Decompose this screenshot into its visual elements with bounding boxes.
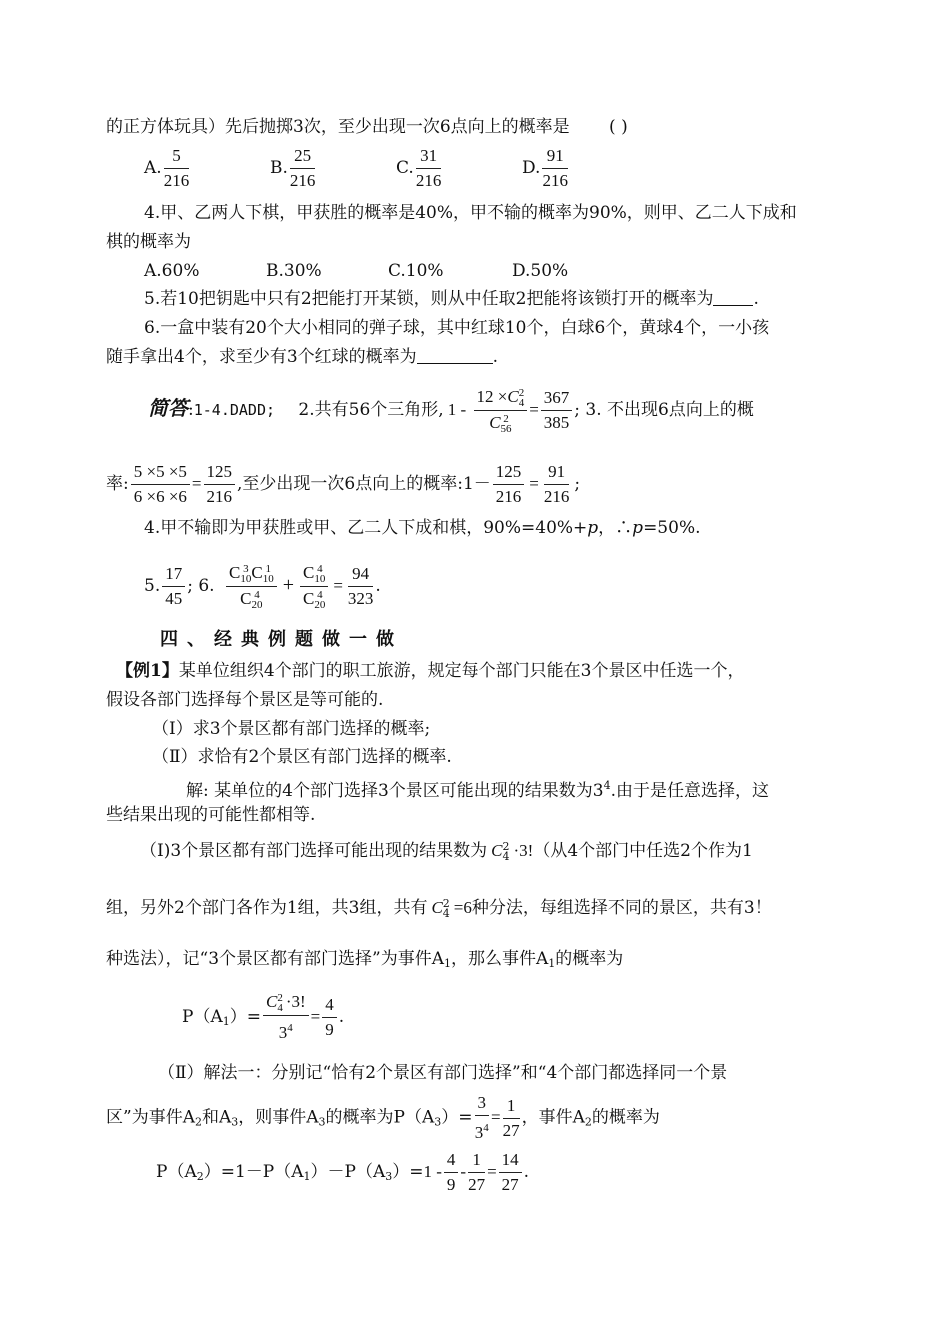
q3-option-c: [396, 146, 522, 191]
one-minus: 1 -: [423, 1162, 442, 1181]
q3-stem: [106, 116, 628, 138]
equals: =: [487, 1162, 497, 1181]
denominator: 216: [289, 171, 316, 190]
equals: =: [191, 474, 202, 493]
comb-sub: 4: [502, 849, 510, 863]
part1-text-3: 组，另外2个部门各作为1组，共3组，共有: [106, 898, 428, 918]
fraction: [164, 146, 190, 191]
answer-3-result: [204, 462, 236, 507]
answer-2-fraction: [474, 387, 528, 434]
prob-text: ）=: [392, 1162, 424, 1182]
denominator: [226, 587, 277, 610]
answer-3-result-2: [544, 462, 570, 507]
answer-6-end: .: [375, 576, 381, 597]
comb-c: C: [431, 898, 443, 917]
numerator: 25: [290, 146, 316, 169]
answers-title: 简答: [148, 396, 188, 421]
part2-line2: [106, 1093, 660, 1143]
answer-3-head: ; 3. 不出现6点向上的概: [574, 400, 754, 421]
denominator: 27: [501, 1175, 519, 1194]
comb-sup: 2: [502, 839, 510, 853]
q4-options: [144, 260, 568, 282]
part1-solution-line2: [106, 893, 772, 923]
comb-c: C: [302, 563, 315, 582]
numerator: 94: [348, 564, 374, 587]
example1-part1: （Ⅰ）求3个景区都有部门选择的概率;: [152, 719, 431, 739]
fraction: [542, 146, 568, 191]
coef: 12 ×: [476, 387, 508, 406]
answer-5-6-line: [144, 563, 381, 610]
part2-text: ）=: [441, 1107, 473, 1128]
part1-text-4: 种分法，每组选择不同的景区，共有3！: [471, 898, 772, 918]
q4-line2: 棋的概率为: [106, 232, 191, 252]
part2-text: 的概率为: [591, 1107, 660, 1128]
comb-indices: [240, 564, 251, 584]
numerator: [300, 563, 328, 587]
fraction: [416, 146, 442, 191]
numerator: 4: [444, 1150, 459, 1173]
comb-sub: 56: [500, 423, 512, 436]
prob-close: ）=: [229, 1007, 261, 1028]
equals: =: [310, 1007, 321, 1027]
fraction: [290, 146, 316, 191]
comb-c: C: [251, 563, 263, 582]
q4-option-c: C.10%: [388, 261, 444, 281]
comb-indices: [501, 414, 512, 434]
base: 3: [474, 1123, 484, 1142]
comb-sup: 4: [254, 589, 260, 602]
part2-text: 和A: [201, 1107, 232, 1128]
answer-2-text: 2.共有56个三角形,: [298, 400, 444, 421]
denominator: 216: [415, 171, 442, 190]
equals: =: [333, 576, 343, 596]
answer-4-text: 4.甲不输即为甲获胜或甲、乙二人下成和棋，90%=40%+: [144, 518, 588, 538]
pa1-formula: [182, 992, 344, 1043]
option-label: B.: [270, 158, 288, 178]
answer-3-fraction: [131, 462, 190, 507]
equals: =: [529, 474, 539, 493]
q4-line1: 4.甲、乙两人下棋，甲获胜的概率是40%，甲不输的概率为90%，则甲、乙二人下成和: [144, 203, 797, 223]
numerator: 367: [541, 388, 573, 411]
denominator: 27: [468, 1175, 486, 1194]
denominator: [475, 1116, 490, 1143]
numerator: 91: [542, 146, 568, 169]
numerator: [226, 563, 277, 587]
factorial: ·3!: [513, 841, 534, 860]
part1-text-6: ，那么事件A: [450, 949, 549, 969]
part2-line1: （Ⅱ）解法一：分别记“恰有2个景区有部门选择”和“4个部门都选择同一个景: [158, 1063, 728, 1083]
q4-option-a: A.60%: [144, 261, 200, 281]
part1-text-2: （从4个部门中任选2个作为1: [533, 841, 753, 861]
q6-text: 随手拿出4个，求至少有3个红球的概率为: [106, 347, 417, 367]
base: 3: [278, 1023, 288, 1043]
subscript: 3: [385, 1170, 393, 1183]
q5-line: [144, 288, 759, 310]
comb-c: C: [229, 563, 241, 582]
equals: =: [491, 1107, 501, 1127]
q3-stem-text: 的正方体玩具）先后抛掷3次，至少出现一次6点向上的概率是: [106, 117, 570, 137]
numerator: 17: [162, 564, 185, 587]
pa1-fraction: [263, 992, 309, 1043]
answers-line1: [148, 387, 754, 434]
comb-indices: [519, 388, 525, 408]
q5-answer-blank[interactable]: [713, 289, 753, 306]
numerator: [474, 387, 528, 411]
comb-sub: 10: [262, 573, 274, 586]
q4-option-b: B.30%: [266, 261, 322, 281]
answer-5-fraction: [162, 564, 185, 609]
answer-1-4: 1-4.DADD;: [193, 401, 276, 420]
comb-sub: 20: [251, 599, 263, 612]
denominator: 9: [325, 1020, 334, 1040]
superscript: 4: [287, 1022, 293, 1035]
example-tag: 【例1】: [116, 661, 179, 681]
pa2-result: [499, 1150, 522, 1195]
answer-6-term1: [226, 563, 277, 610]
comb-c: C: [489, 413, 501, 433]
answer-6-result: [348, 564, 374, 609]
superscript: 4: [603, 779, 611, 792]
comb-indices: [277, 993, 283, 1013]
numerator: [263, 992, 309, 1016]
answers-line2: [106, 462, 580, 507]
denominator: [300, 587, 328, 610]
subscript: 3: [318, 1115, 326, 1129]
part2-text: ，事件A: [521, 1107, 585, 1128]
comb-sup: 4: [317, 563, 323, 576]
denominator: [263, 1016, 309, 1043]
example1-line2: 假设各部门选择每个景区是等可能的.: [106, 690, 384, 710]
subscript: 2: [196, 1170, 204, 1183]
q3-option-d: [522, 146, 648, 191]
var-p: p: [632, 518, 644, 538]
numerator: 1: [503, 1096, 520, 1119]
part2-text: ，则事件A: [238, 1107, 319, 1128]
denominator: 6 ×6 ×6: [133, 487, 187, 506]
solution-line2: 些结果出现的可能性都相等.: [106, 805, 316, 825]
q3-answer-paren: ( ): [609, 117, 628, 137]
subscript: 2: [194, 1115, 202, 1129]
denominator: 216: [542, 171, 568, 190]
numerator: 5 ×5 ×5: [131, 462, 190, 485]
subscript: 2: [584, 1115, 592, 1129]
prob-text: ）=1－P（A: [203, 1162, 304, 1182]
numerator: 31: [416, 146, 442, 169]
part1-text: （Ⅰ)3个景区都有部门选择可能出现的结果数为: [140, 841, 488, 861]
denominator: 9: [446, 1175, 456, 1194]
subscript: 1: [222, 1015, 230, 1029]
denominator: 216: [543, 487, 570, 506]
comb-indices: [252, 590, 263, 610]
numerator: 14: [499, 1150, 522, 1173]
part2-text: 区”为事件A: [106, 1107, 195, 1128]
comb-sup: 4: [317, 589, 323, 602]
denominator: 27: [502, 1120, 520, 1140]
part2-text: 的概率为P（A: [325, 1107, 435, 1128]
answers-colon: :: [188, 400, 194, 421]
comb-sup: 1: [265, 563, 271, 576]
answer-3-mid: ,至少出现一次6点向上的概率:1－: [237, 474, 491, 494]
answer-5-label: 5.: [144, 576, 161, 597]
example1-line1: [116, 660, 744, 682]
comb-c: C: [302, 589, 315, 609]
part1-text-5: 种选法），记“3个景区都有部门选择”为事件A: [106, 949, 444, 969]
q6-answer-blank[interactable]: [417, 347, 493, 364]
comb-sup: 3: [243, 563, 249, 576]
comb-sub: 10: [240, 573, 252, 586]
answer-2-result: [541, 388, 573, 433]
comb-sup: 2: [442, 896, 450, 910]
pa1-result: [322, 995, 337, 1040]
pa2-frac2: [468, 1150, 485, 1195]
part1-text-7: 的概率为: [555, 949, 624, 969]
pa3-result: [503, 1096, 520, 1141]
var-p: p: [587, 518, 599, 538]
comb-sub: 20: [314, 599, 326, 612]
semicolon: ;: [574, 474, 581, 494]
option-label: D.: [522, 158, 541, 178]
equals: =: [529, 400, 539, 420]
part1-solution-line1: [140, 836, 753, 866]
prob-label: P（A: [156, 1162, 197, 1182]
comb-indices: [442, 896, 450, 920]
comb-indices: [314, 564, 325, 584]
period: .: [523, 1162, 530, 1182]
numerator: 4: [322, 995, 337, 1018]
comb-indices: [263, 564, 274, 584]
therefore: ，∴: [598, 518, 633, 538]
solution-text-2: .由于是任意选择，这: [610, 781, 769, 801]
answer-4-end: =50%.: [643, 518, 701, 538]
comb-c: C: [491, 841, 503, 860]
comb-sub: 4: [442, 906, 450, 920]
factorial: ·3!: [285, 992, 306, 1011]
comb-sup: 2: [277, 992, 283, 1005]
comb-indices: [314, 590, 325, 610]
denominator: [474, 411, 528, 434]
q6-line2: [106, 346, 498, 368]
answer-3-fraction-2: [493, 462, 525, 507]
plus: +: [282, 574, 294, 597]
equals-six: =6: [453, 898, 472, 917]
pa3-fraction: [475, 1093, 490, 1143]
q5-end: .: [753, 289, 759, 309]
numerator: 125: [204, 462, 236, 485]
q3-option-b: [270, 146, 396, 191]
section-heading: 四、经典例题做一做: [160, 629, 403, 650]
subscript: 3: [434, 1115, 442, 1129]
comb-c: C: [265, 992, 278, 1011]
example1-text: 某单位组织4个部门的职工旅游，规定每个部门只能在3个景区中任选一个，: [178, 661, 745, 681]
minus: -: [460, 1162, 467, 1181]
answer-4-line: [144, 517, 701, 539]
example1-part2: （Ⅱ）求恰有2个景区有部门选择的概率.: [152, 747, 452, 767]
comb-c: C: [507, 387, 519, 406]
denominator: 323: [347, 589, 374, 609]
solution-line1: [186, 775, 769, 802]
comb-sub: 4: [518, 397, 525, 410]
comb-indices: [502, 839, 510, 863]
answer-3-rate: 率:: [106, 474, 129, 494]
one-minus: 1 -: [447, 400, 467, 420]
q3-option-a: [144, 146, 270, 191]
subscript: 1: [303, 1170, 311, 1183]
comb-sub: 4: [277, 1002, 283, 1015]
subscript: 1: [548, 957, 556, 970]
numerator: 1: [468, 1150, 485, 1173]
q6-line1: 6.一盒中装有20个大小相同的弹子球，其中红球10个，白球6个，黄球4个，一小孩: [144, 318, 770, 338]
comb-sub: 10: [314, 573, 326, 586]
denominator: 45: [165, 589, 183, 609]
option-label: A.: [144, 158, 162, 178]
prob-text: ）－P（A: [310, 1162, 386, 1182]
numerator: 125: [493, 462, 525, 485]
q6-end: .: [492, 347, 499, 367]
subscript: 1: [443, 957, 451, 970]
denominator: 216: [495, 487, 522, 506]
period: .: [338, 1007, 345, 1028]
option-label: C.: [396, 158, 414, 178]
comb-c: C: [240, 589, 252, 609]
denominator: 216: [206, 487, 233, 506]
superscript: 4: [483, 1122, 489, 1134]
denominator: 385: [543, 413, 570, 433]
answer-6-term2: [300, 563, 328, 610]
numerator: 5: [164, 146, 190, 169]
answer-6-label: ; 6.: [187, 576, 215, 597]
numerator: 91: [544, 462, 570, 485]
part1-solution-line3: [106, 948, 623, 975]
prob-label: P（A: [182, 1007, 223, 1028]
denominator: 216: [163, 171, 190, 190]
comb-sup: 2: [503, 413, 509, 426]
comb-sup: 2: [518, 387, 525, 400]
subscript: 3: [231, 1115, 239, 1129]
solution-text: 解: 某单位的4个部门选择3个景区可能出现的结果数为3: [186, 781, 604, 801]
q3-options: [144, 146, 648, 191]
q4-option-d: D.50%: [512, 261, 569, 281]
pa2-formula: [156, 1150, 529, 1195]
pa2-frac1: [444, 1150, 459, 1195]
q5-text: 5.若10把钥匙中只有2把能打开某锁，则从中任取2把能将该锁打开的概率为: [144, 289, 714, 309]
numerator: 3: [475, 1093, 490, 1116]
